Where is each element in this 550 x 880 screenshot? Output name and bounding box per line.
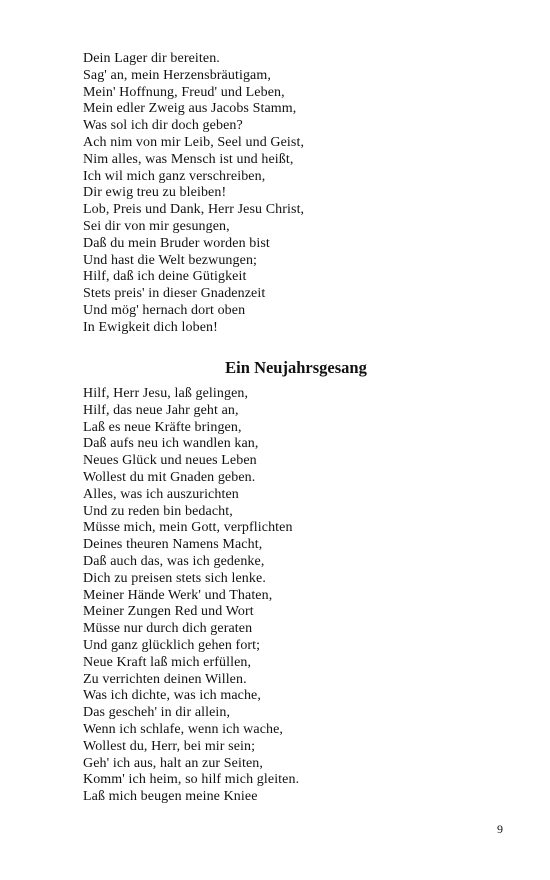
verse-line: Ich wil mich ganz verschreiben, [83, 168, 266, 184]
verse-line: Wenn ich schlafe, wenn ich wache, [83, 721, 284, 737]
poem-body [83, 386, 299, 806]
verse-line: Dir ewig treu zu bleiben! [83, 185, 227, 201]
verse-line: Wollest du, Herr, bei mir sein; [83, 738, 256, 754]
verse-line: Was ich dichte, was ich mache, [83, 688, 261, 704]
verse-line: Hilf, das neue Jahr geht an, [83, 402, 239, 418]
verse-line: Müsse mich, mein Gott, verpflichten [83, 520, 293, 536]
verse-line: Komm' ich heim, so hilf mich gleiten. [83, 772, 300, 788]
verse-line: Sag' an, mein Herzensbräutigam, [83, 67, 271, 83]
verse-line: Müsse nur durch dich geraten [83, 621, 253, 637]
verse-line: Daß aufs neu ich wandlen kan, [83, 436, 259, 452]
verse-line: Geh' ich aus, halt an zur Seiten, [83, 755, 263, 771]
verse-line: Daß du mein Bruder worden bist [83, 235, 270, 251]
verse-line: Dein Lager dir bereiten. [83, 51, 220, 66]
page-number: 9 [497, 822, 503, 836]
verse-line: Und zu reden bin bedacht, [83, 503, 233, 519]
verse-line: Laß mich beugen meine Kniee [83, 789, 258, 805]
verse-line: Und mög' hernach dort oben [83, 302, 246, 318]
verse-line: Alles, was ich auszurichten [83, 486, 239, 502]
verse-line: Dich zu preisen stets sich lenke. [83, 570, 266, 586]
previous-poem-ending [83, 51, 304, 337]
verse-line: Sei dir von mir gesungen, [83, 218, 230, 234]
verse-line: Daß auch das, was ich gedenke, [83, 553, 265, 569]
verse-line: Zu verrichten deinen Willen. [83, 671, 247, 687]
verse-line: Und ganz glücklich gehen fort; [83, 637, 261, 653]
verse-line: In Ewigkeit dich loben! [83, 319, 218, 335]
poem-title: Ein Neujahrsgesang [225, 358, 367, 377]
verse-line: Stets preis' in dieser Gnadenzeit [83, 286, 266, 302]
verse-line: Was sol ich dir doch geben? [83, 118, 243, 134]
verse-line: Hilf, daß ich deine Gütigkeit [83, 269, 247, 285]
verse-line: Laß es neue Kräfte bringen, [83, 419, 242, 435]
verse-line: Und hast die Welt bezwungen; [83, 252, 258, 268]
verse-line: Hilf, Herr Jesu, laß gelingen, [83, 386, 249, 401]
verse-line: Deines theuren Namens Macht, [83, 537, 263, 553]
verse-line: Neues Glück und neues Leben [83, 453, 257, 469]
verse-line: Mein edler Zweig aus Jacobs Stamm, [83, 101, 297, 117]
verse-line: Lob, Preis und Dank, Herr Jesu Christ, [83, 202, 305, 218]
verse-line: Meiner Hände Werk' und Thaten, [83, 587, 273, 603]
verse-line: Nim alles, was Mensch ist und heißt, [83, 151, 294, 167]
verse-line: Mein' Hoffnung, Freud' und Leben, [83, 84, 285, 100]
verse-line: Das gescheh' in dir allein, [83, 705, 231, 721]
verse-line: Meiner Zungen Red und Wort [83, 604, 254, 620]
verse-line: Wollest du mit Gnaden geben. [83, 469, 256, 485]
verse-line: Neue Kraft laß mich erfüllen, [83, 654, 252, 670]
verse-line: Ach nim von mir Leib, Seel und Geist, [83, 134, 305, 150]
